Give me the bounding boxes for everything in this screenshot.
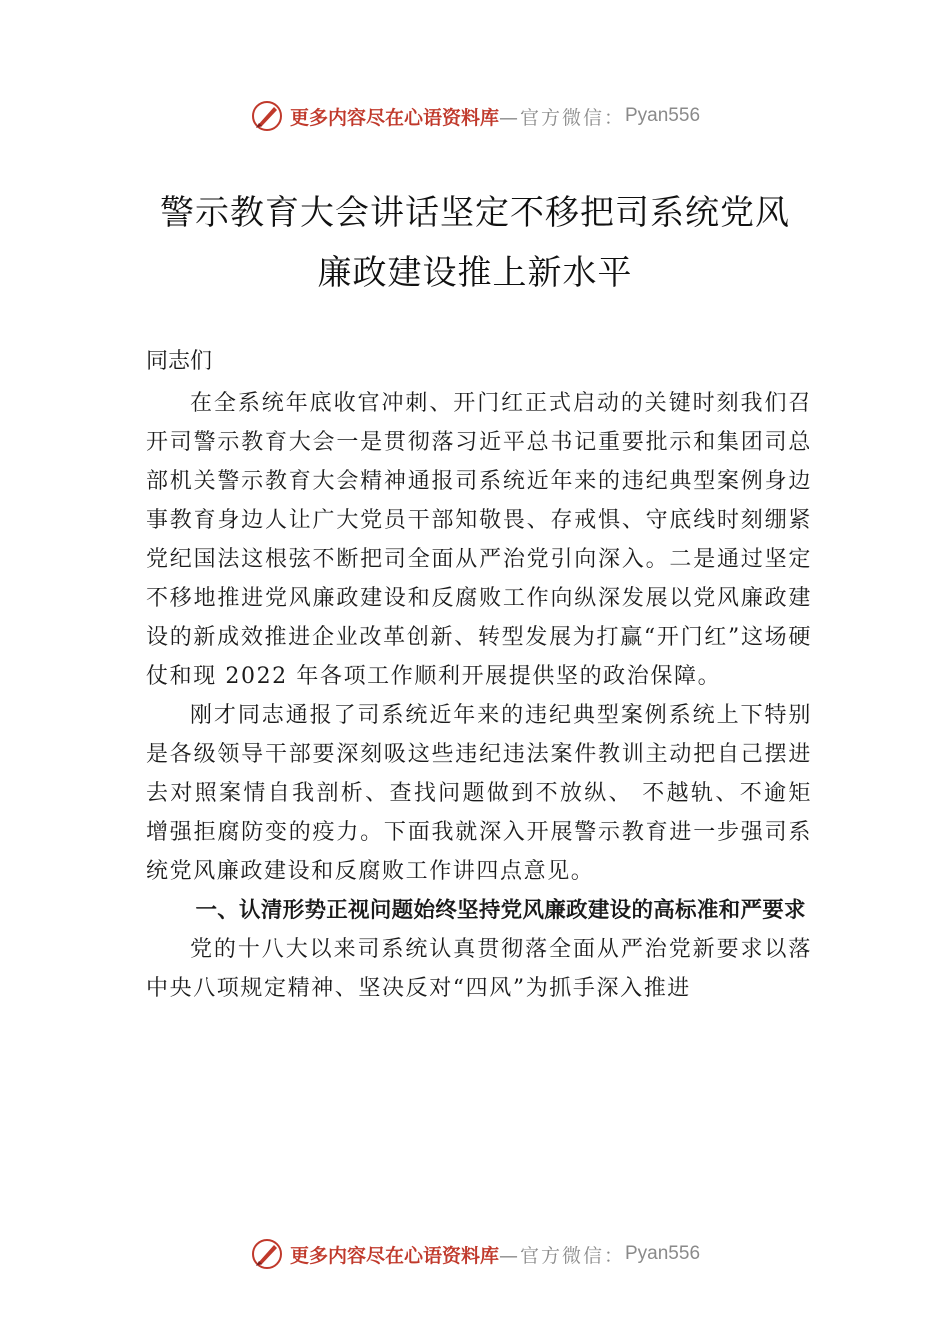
title-line-1: 警示教育大会讲话坚定不移把司系统党风 [160, 193, 790, 233]
banner-grey-text: —官方微信： [498, 106, 625, 129]
header-banner [0, 96, 950, 136]
pen-logo-icon [250, 99, 284, 133]
banner-red-text: 更多内容尽在心语资料库 [289, 1244, 499, 1267]
footer-banner [0, 1234, 950, 1274]
document-body [146, 342, 812, 1008]
title-line-2: 廉政建设推上新水平 [317, 253, 633, 293]
banner-wechat-id: Pyan556 [625, 1243, 701, 1264]
paragraph-3: 党的十八大以来司系统认真贯彻落全面从严治党新要求以落中央八项规定精神、坚决反对“四风”为抓手深入推进 [146, 937, 812, 1001]
section-heading-1: 一、认清形势正视问题始终坚持党风廉政建设的高标准和严要求 [195, 898, 806, 923]
paragraph-1: 在全系统年底收官冲刺、开门红正式启动的关键时刻我们召开司警示教育大会一是贯彻落习近平总书记重要批示和集团司总部机关警示教育大会精神通报司系统近年来的违纪典型案例身边事教育身边人让广大党员干部知敬畏、存戒惧、守底线时刻绷紧党纪国法这根弦不断把司全面从严治党引向深入。二是通过坚定不移地推进党风廉政建设和反腐败工作向纵深发展以党风廉政建设的新成效推进企业改革创新、转型发展为打赢“开门红”这场硬仗和现 2022 年各项工作顺利开展提供坚的政治保障。 [146, 391, 812, 689]
pen-logo-icon [250, 1237, 284, 1271]
document-title [100, 183, 850, 303]
paragraph-2: 刚才同志通报了司系统近年来的违纪典型案例系统上下特别是各级领导干部要深刻吸这些违纪违法案件教训主动把自己摆进去对照案情自我剖析、查找问题做到不放纵、 不越轨、不逾矩增强拒腐防变的疫力。下面我就深入开展警示教育进一步强司系统党风廉政建设和反腐败工作讲四点意见。 [146, 703, 812, 884]
banner-grey-text: —官方微信： [498, 1244, 625, 1267]
banner-red-text: 更多内容尽在心语资料库 [289, 106, 499, 129]
banner-wechat-id: Pyan556 [625, 105, 701, 126]
salutation: 同志们 [146, 349, 213, 374]
